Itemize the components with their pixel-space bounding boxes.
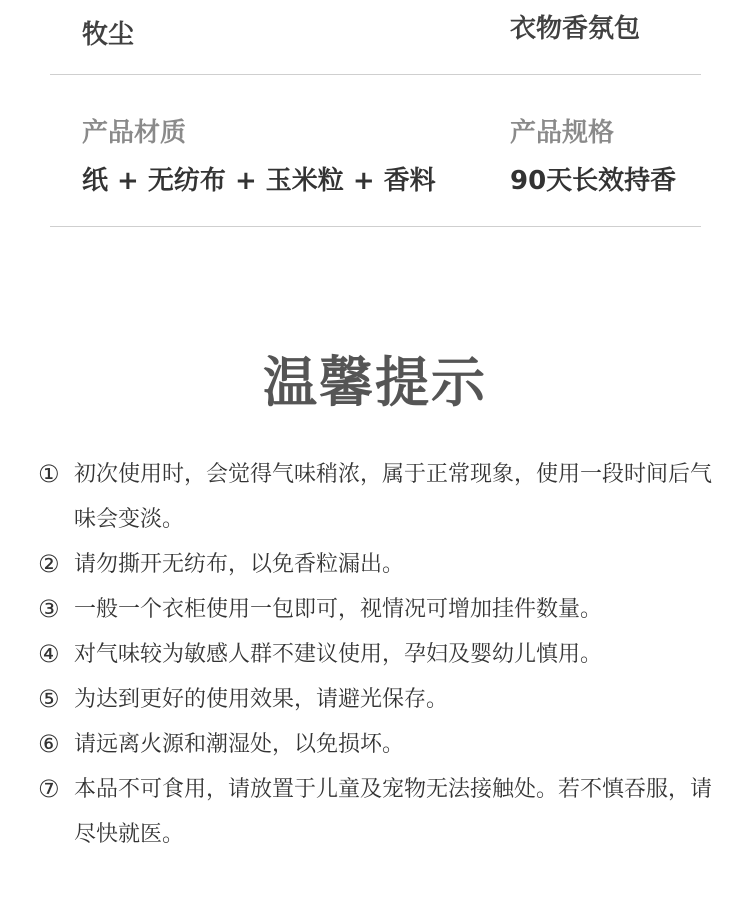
item-text: 请勿撕开无纺布，以免香粒漏出。 <box>74 552 405 577</box>
notice-title: 温馨提示 <box>263 351 487 414</box>
item-number: ⑥ <box>38 730 60 758</box>
item-number: ① <box>38 460 60 488</box>
item-text: 本品不可食用，请放置于儿童及宠物无法接触处。若不慎吞服，请尽快就医。 <box>74 777 713 847</box>
item-text: 对气味较为敏感人群不建议使用，孕妇及婴幼儿慎用。 <box>74 642 603 667</box>
notice-item-5 <box>38 677 718 722</box>
notice-item-3 <box>38 587 718 632</box>
notice-item-2 <box>38 542 718 587</box>
item-number: ② <box>38 550 60 578</box>
divider <box>50 226 701 227</box>
item-number: ⑤ <box>38 685 60 713</box>
spec-value: 90天长效持香 <box>510 166 677 196</box>
item-number: ⑦ <box>38 775 60 803</box>
notice-item-7 <box>38 767 718 857</box>
notice-item-1 <box>38 452 718 542</box>
product-name-value: 衣物香氛包 <box>510 14 641 44</box>
item-number: ③ <box>38 595 60 623</box>
notice-list <box>38 452 718 857</box>
item-text: 请远离火源和潮湿处，以免损坏。 <box>74 732 405 757</box>
spec-label: 产品规格 <box>510 118 615 148</box>
item-text: 为达到更好的使用效果，请避光保存。 <box>74 687 449 712</box>
divider <box>50 74 701 75</box>
item-text: 一般一个衣柜使用一包即可，视情况可增加挂件数量。 <box>74 597 603 622</box>
brand-value: 牧尘 <box>82 20 135 50</box>
item-number: ④ <box>38 640 60 668</box>
item-text: 初次使用时，会觉得气味稍浓，属于正常现象，使用一段时间后气味会变淡。 <box>74 462 713 532</box>
material-label: 产品材质 <box>82 118 187 148</box>
notice-item-4 <box>38 632 718 677</box>
material-value: 纸 + 无纺布 + 玉米粒 + 香料 <box>82 166 436 196</box>
notice-item-6 <box>38 722 718 767</box>
